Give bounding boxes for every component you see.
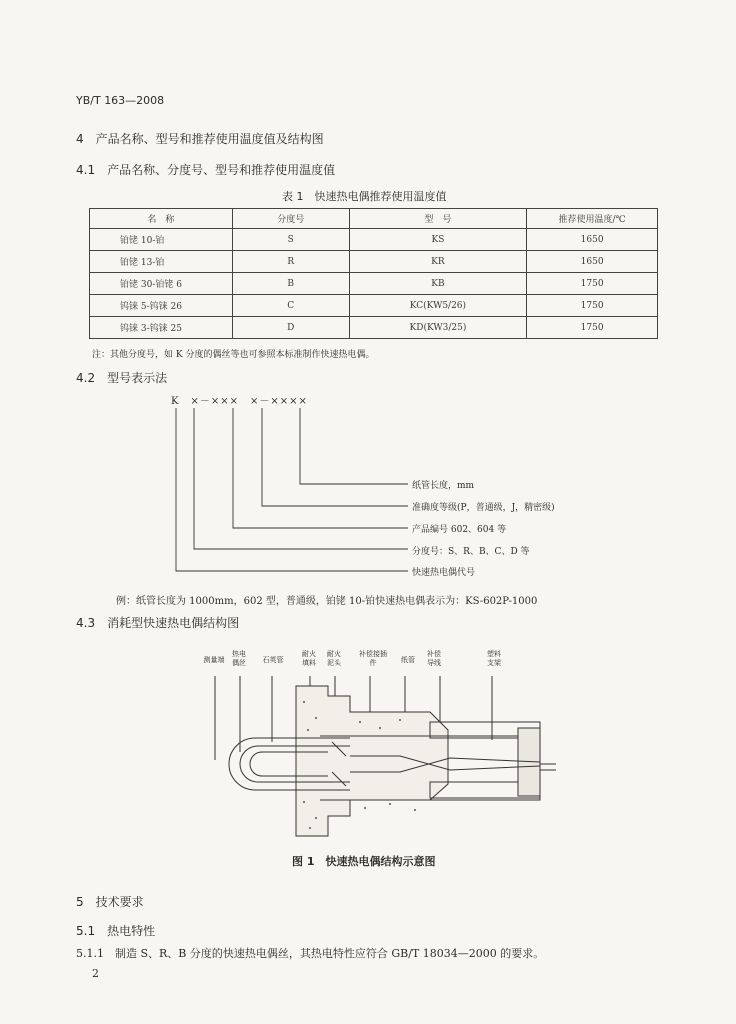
cell-temp: 1650 [527,229,658,251]
cell-name: 铂铑 10-铂 [90,229,233,251]
example-text: 例：纸管长度为 1000mm，602 型，普通级，铂铑 10-铂快速热电偶表示为：KS-602P-1000 [116,596,538,607]
label-comp-wire: 补偿导线 [427,650,441,667]
section-4-2-heading: 4.2 型号表示法 [76,371,168,385]
label-connector: 补偿接插件 [359,650,387,667]
cell-name: 铂铑 30-铂铑 6 [90,273,233,295]
table-row [90,317,658,339]
cell-temp: 1750 [527,295,658,317]
cell-model: KS [349,229,527,251]
section-5-heading: 5 技术要求 [76,895,144,909]
table-header-row [90,209,658,229]
cell-model: KB [349,273,527,295]
label-quartz: 石英管 [262,656,284,664]
cell-model: KR [349,251,527,273]
label-cement: 耐火泥头 [327,650,341,667]
table-1-title: 表 1 快速热电偶推荐使用温度值 [282,190,447,203]
table-row [90,229,658,251]
col-header-grade: 分度号 [232,209,349,229]
label-wire: 热电偶丝 [232,650,246,667]
cell-grade: D [232,317,349,339]
temperature-table [89,208,658,339]
table-row [90,273,658,295]
label-product-number: 产品编号 602、604 等 [412,525,507,535]
cell-name: 钨铼 3-钨铼 25 [90,317,233,339]
label-paper-length: 纸管长度，mm [412,481,475,491]
col-header-temp: 推荐使用温度/℃ [527,209,658,229]
cell-name: 钨铼 5-钨铼 26 [90,295,233,317]
col-header-model: 型 号 [349,209,527,229]
label-grade: 分度号：S、R、B、C、D 等 [412,547,530,557]
page-number: 2 [92,967,99,980]
label-sand: 耐火填料 [302,650,316,667]
table-row [90,251,658,273]
label-plastic: 塑料支架 [487,650,501,667]
section-5-1-heading: 5.1 热电特性 [76,924,156,938]
table-note: 注：其他分度号，如 K 分度的偶丝等也可参照本标准制作快速热电偶。 [92,350,375,360]
cell-grade: S [232,229,349,251]
col-header-name: 名 称 [90,209,233,229]
cell-model: KD(KW3/25) [349,317,527,339]
cell-model: KC(KW5/26) [349,295,527,317]
table-row [90,295,658,317]
section-4-1-heading: 4.1 产品名称、分度号、型号和推荐使用温度值 [76,163,336,177]
label-measure-end: 测量端 [203,656,225,664]
cell-temp: 1750 [527,317,658,339]
cell-name: 铂铑 13-铂 [90,251,233,273]
section-4-heading: 4 产品名称、型号和推荐使用温度值及结构图 [76,132,324,146]
model-leader-lines [170,404,420,584]
cell-temp: 1650 [527,251,658,273]
label-paper-tube: 纸管 [401,656,415,664]
figure-1-caption: 图 1 快速热电偶结构示意图 [292,855,436,868]
cell-grade: B [232,273,349,295]
model-code: K ×－××× ×－×××× [171,396,308,407]
document-header: YB/T 163—2008 [76,94,165,107]
cell-grade: C [232,295,349,317]
label-type-code: 快速热电偶代号 [412,568,476,578]
thermocouple-structure-diagram [200,672,560,848]
section-4-3-heading: 4.3 消耗型快速热电偶结构图 [76,616,240,630]
cell-grade: R [232,251,349,273]
label-accuracy-class: 准确度等级(P，普通级，J，精密级) [412,503,555,513]
section-5-1-1-text: 5.1.1 制造 S、R、B 分度的快速热电偶丝，其热电特性应符合 GB/T 18034—2000 的要求。 [76,947,545,960]
cell-temp: 1750 [527,273,658,295]
